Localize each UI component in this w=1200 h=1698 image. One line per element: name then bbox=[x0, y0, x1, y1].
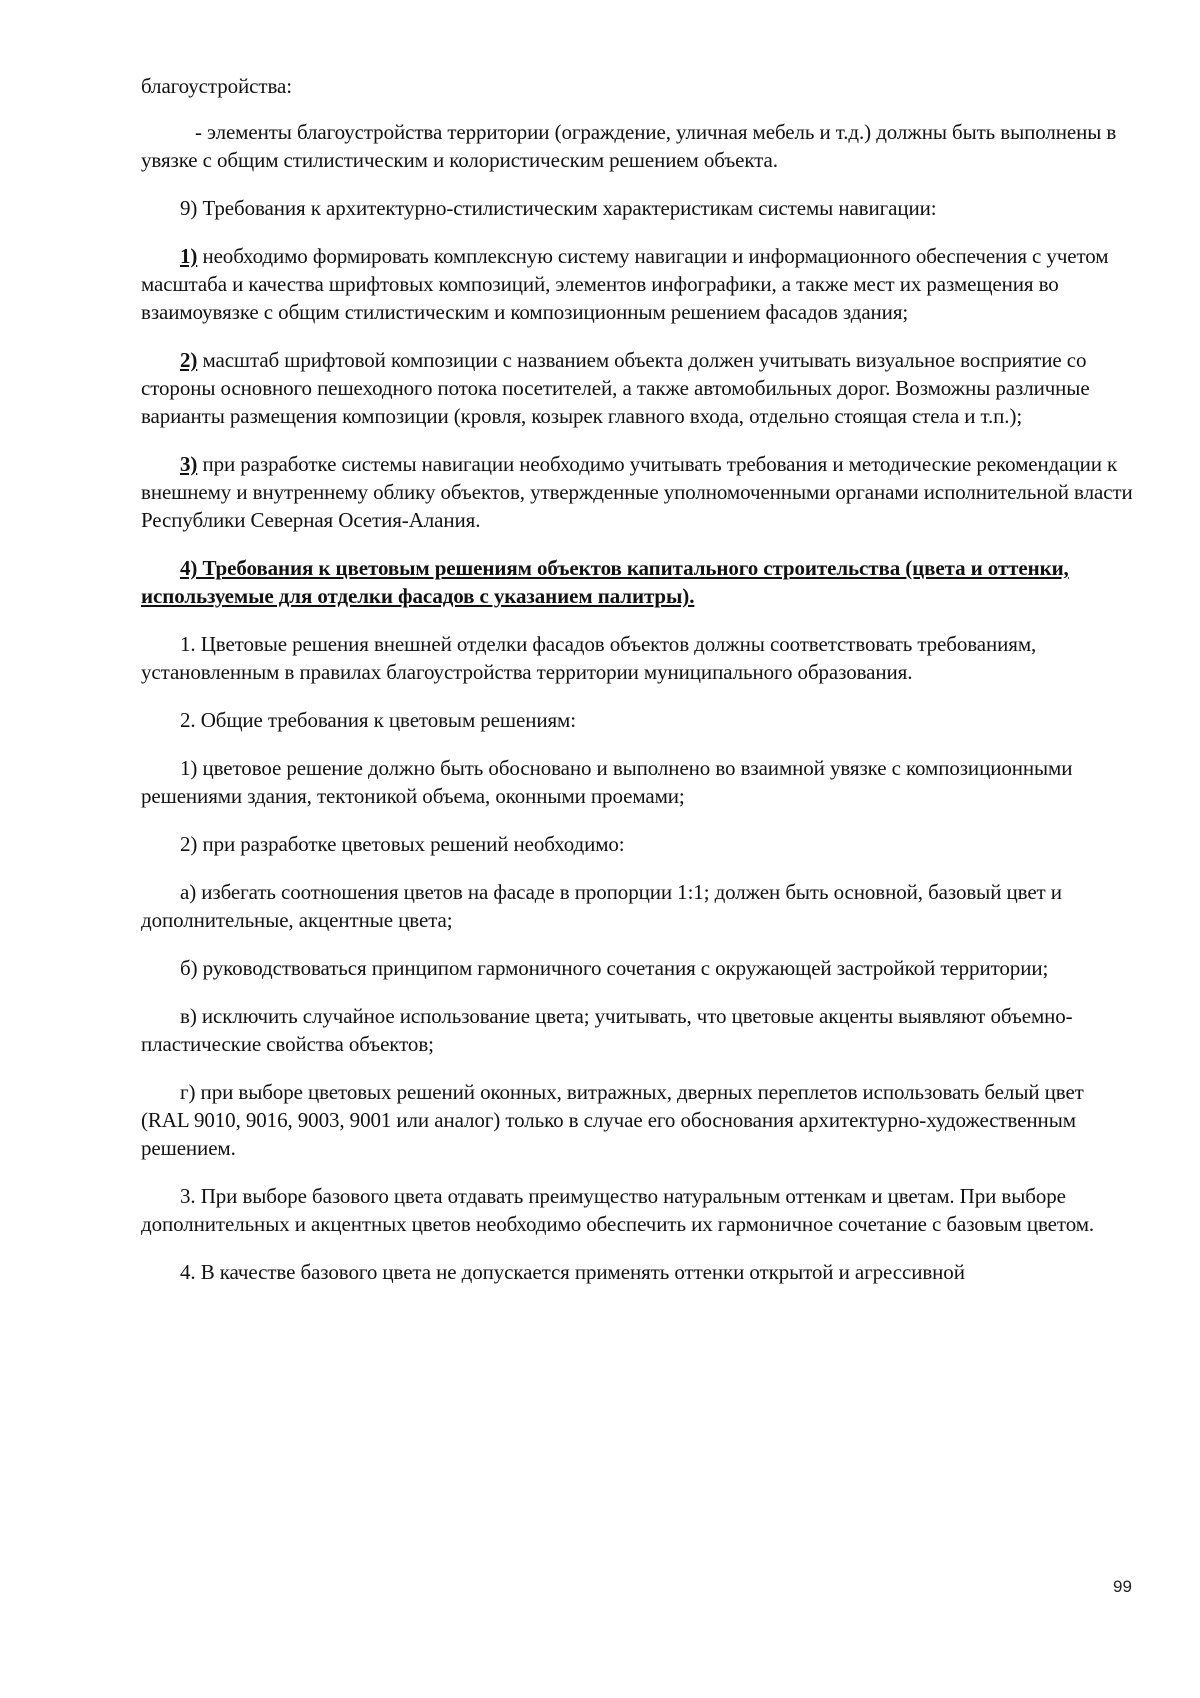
item-text: масштаб шрифтовой композиции с названием объекта должен учитывать визуальное восприятие со стороны основного пешеходного потока посетителей, а также автомобильных дорог. Возможны различные варианты размещения композиции (кровля, козырек главного входа, отдельно стоящая стела и т.п.); bbox=[141, 348, 1090, 428]
paragraph-color-1: 1. Цветовые решения внешней отделки фасадов объектов должны соответствовать требованиям, установленным в правилах благоустройства территории муниципального образования. bbox=[141, 632, 1037, 684]
item-number: 2) bbox=[180, 348, 198, 372]
paragraph-color-2-2-b: б) руководствоваться принципом гармоничного сочетания с окружающей застройкой территории; bbox=[180, 956, 1049, 980]
paragraph-improvement-elements: - элементы благоустройства территории (ограждение, уличная мебель и т.д.) должны быть выполнены в увязке с общим стилистическим и колористическим решением объекта. bbox=[141, 120, 1117, 172]
item-text: при разработке системы навигации необходимо учитывать требования и методические рекомендации к внешнему и внутреннему облику объектов, утвержденные уполномоченными органами исполнительной власти Республики Северная Осетия-Алания. bbox=[141, 452, 1133, 532]
document-page bbox=[141, 72, 1136, 1286]
paragraph-color-2-2-v: в) исключить случайное использование цвета; учитывать, что цветовые акценты выявляют объемно-пластические свойства объектов; bbox=[141, 1004, 1073, 1056]
paragraph-color-2-2-g: г) при выборе цветовых решений оконных, витражных, дверных переплетов использовать белый цвет (RAL 9010, 9016, 9003, 9001 или аналог) только в случае его обоснования архитектурно-художественным решением. bbox=[141, 1080, 1084, 1160]
item-number: 3) bbox=[180, 452, 198, 476]
paragraph-color-2-2-a: а) избегать соотношения цветов на фасаде в пропорции 1:1; должен быть основной, базовый цвет и дополнительные, акцентные цвета; bbox=[141, 880, 1062, 932]
page-number: 99 bbox=[1113, 1577, 1132, 1596]
paragraph-color-2-1: 1) цветовое решение должно быть обосновано и выполнено во взаимной увязке с композиционными решениями здания, тектоникой объема, оконными проемами; bbox=[141, 756, 1073, 808]
paragraph-color-4: 4. В качестве базового цвета не допускается применять оттенки открытой и агрессивной bbox=[180, 1260, 965, 1284]
item-text: необходимо формировать комплексную систему навигации и информационного обеспечения с учетом масштаба и качества шрифтовых композиций, элементов инфографики, а также мест их размещения во взаимоувязке с общим стилистическим и композиционным решением фасадов здания; bbox=[141, 244, 1109, 324]
paragraph-navigation-item-1 bbox=[141, 242, 1136, 326]
paragraph-color-2-2: 2) при разработке цветовых решений необходимо: bbox=[180, 832, 625, 856]
item-number: 1) bbox=[180, 244, 198, 268]
paragraph-navigation-requirements: 9) Требования к архитектурно-стилистическим характеристикам системы навигации: bbox=[180, 196, 937, 220]
paragraph-navigation-item-3 bbox=[141, 450, 1136, 534]
paragraph-navigation-item-2 bbox=[141, 346, 1136, 430]
section-heading-color-requirements: 4) Требования к цветовым решениям объектов капитального строительства (цвета и оттенки, используемые для отделки фасадов с указанием палитры). bbox=[141, 556, 1069, 608]
paragraph-continuation: благоустройства: bbox=[141, 74, 292, 98]
paragraph-color-3: 3. При выборе базового цвета отдавать преимущество натуральным оттенкам и цветам. При выборе дополнительных и акцентных цветов необходимо обеспечить их гармоничное сочетание с базовым цветом. bbox=[141, 1184, 1095, 1236]
paragraph-color-2: 2. Общие требования к цветовым решениям: bbox=[180, 708, 576, 732]
